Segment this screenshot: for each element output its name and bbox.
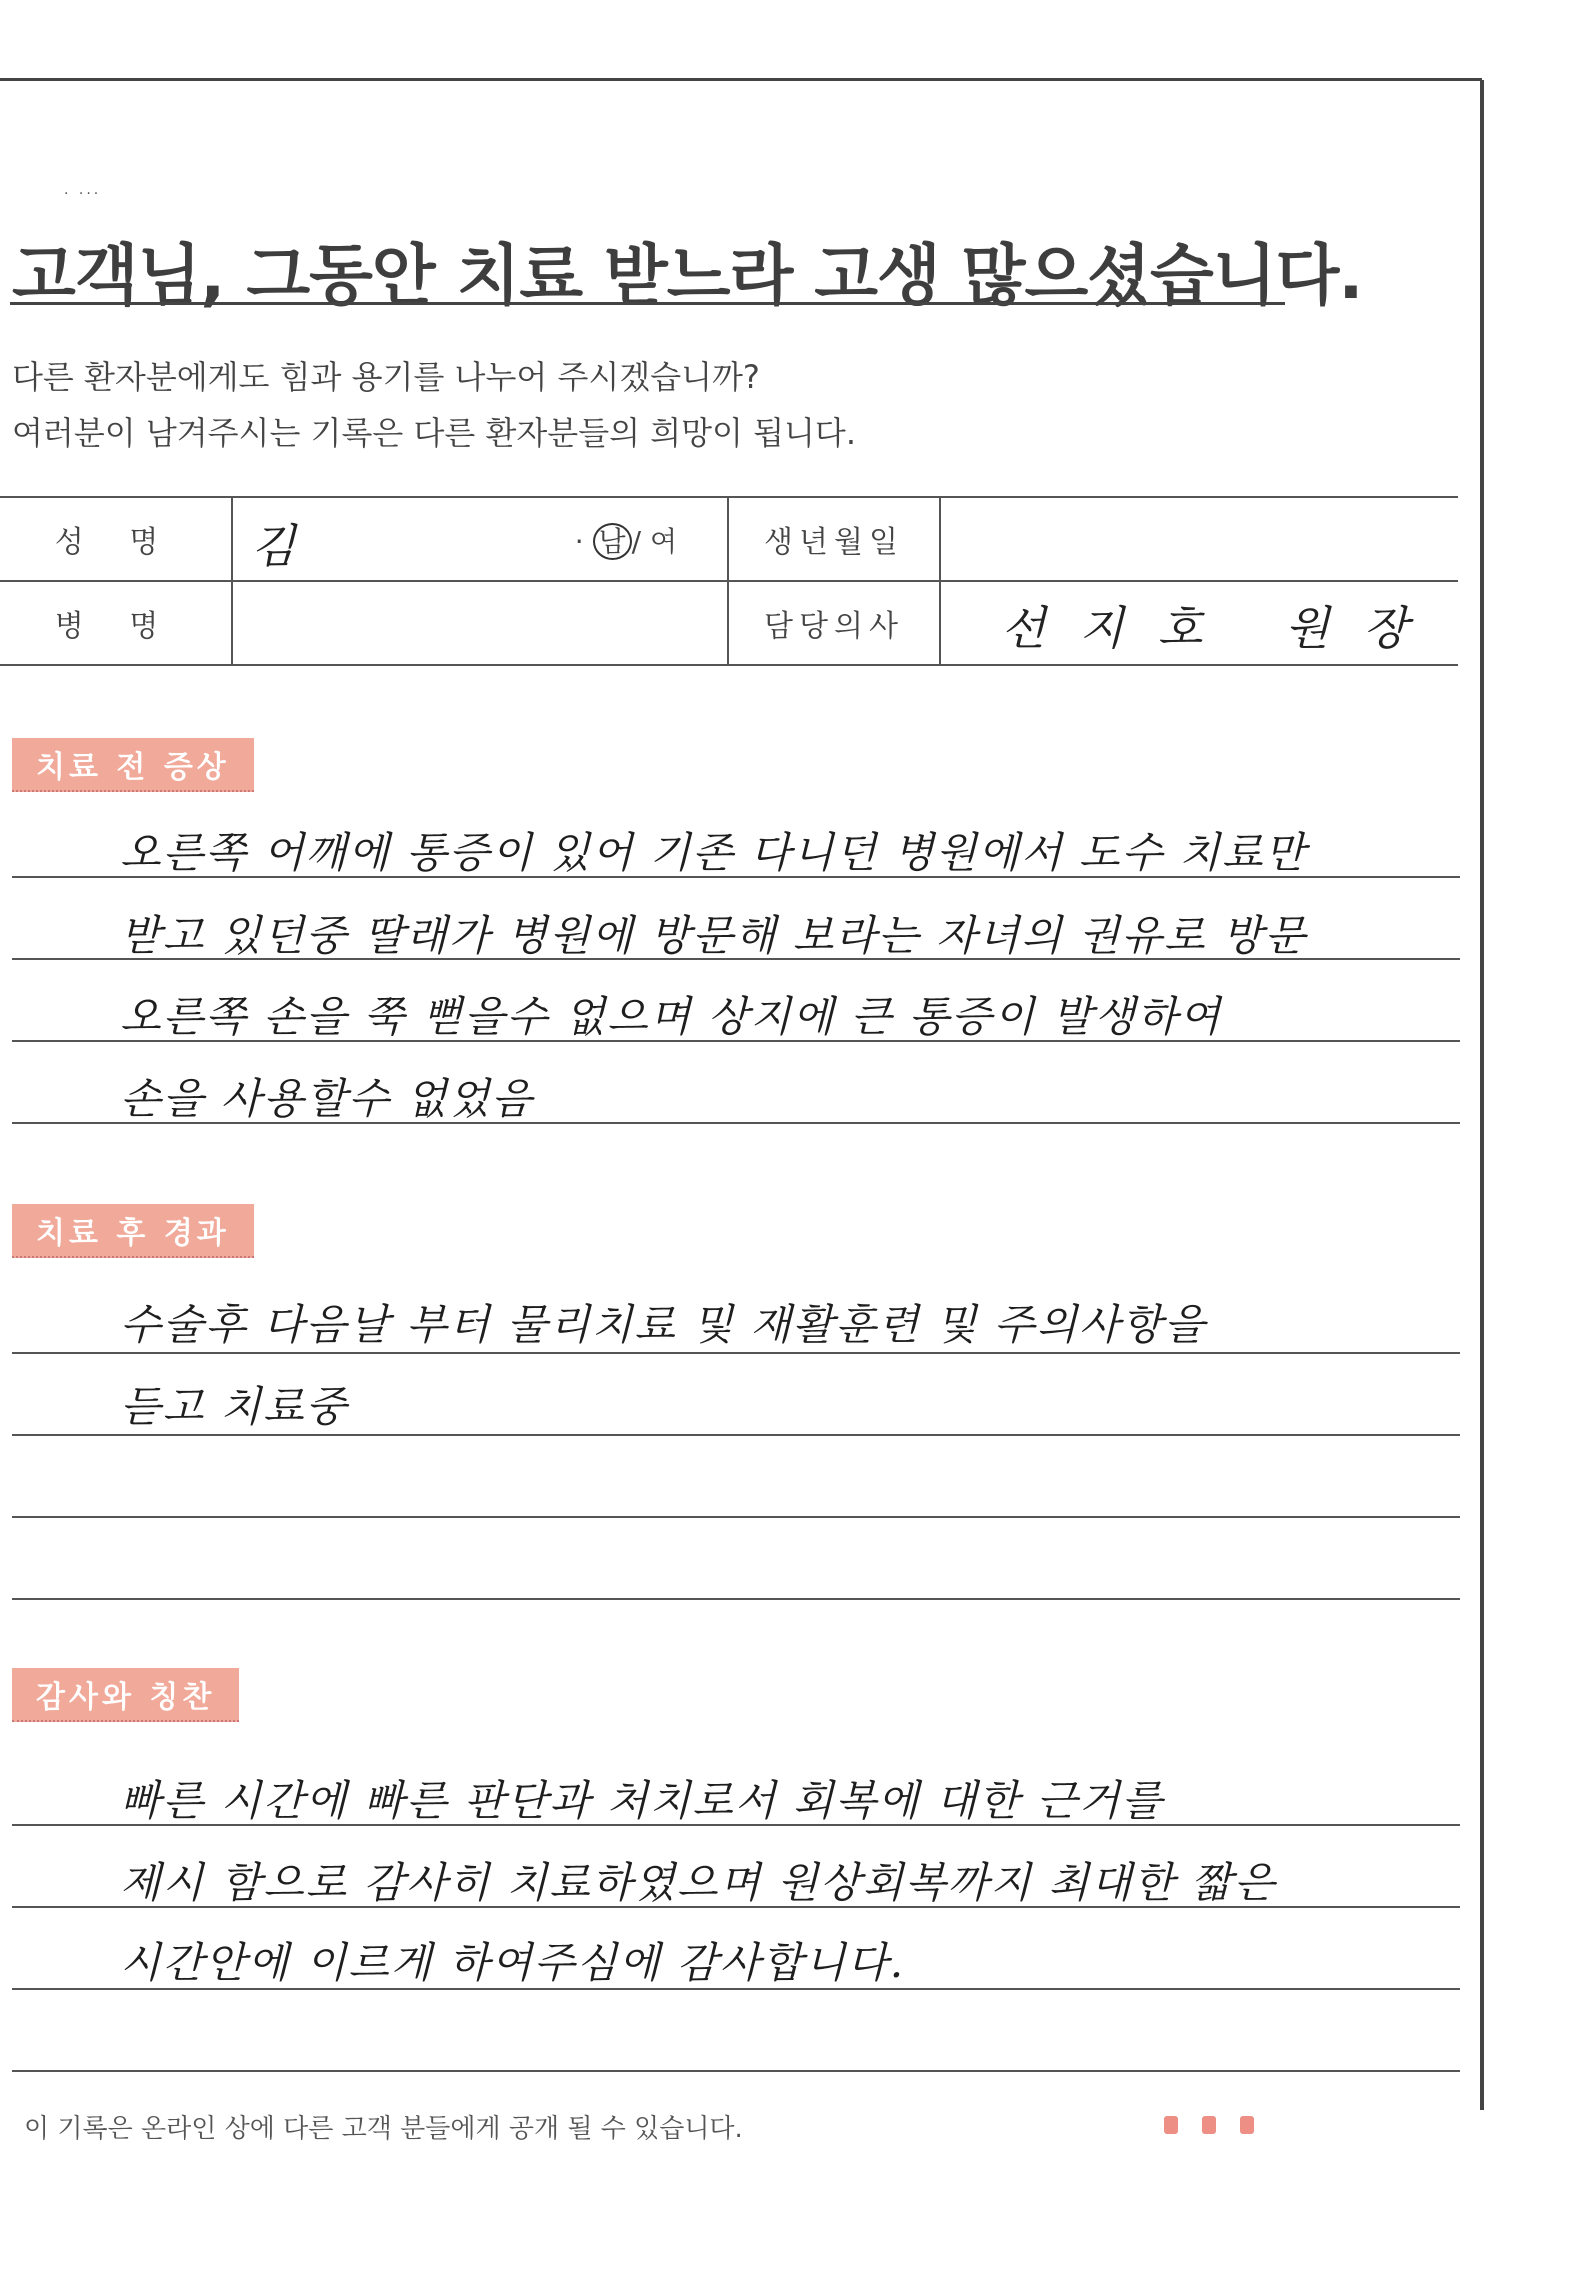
doctor-cell[interactable] [940, 581, 1458, 665]
before-line-2: 받고 있던중 딸래가 병원에 방문해 보라는 자녀의 권유로 방문 [120, 911, 1308, 960]
info-row-1 [0, 497, 1458, 581]
footer-note: 이 기록은 온라인 상에 다른 고객 분들에게 공개 될 수 있습니다. [24, 2114, 743, 2144]
thanks-line-3: 시간안에 이르게 하여주심에 감사합니다. [120, 1938, 906, 1987]
footer-dot [1164, 2116, 1178, 2134]
ruled-line [12, 1352, 1460, 1354]
ruled-line [12, 958, 1460, 960]
thanks-line-1: 빠른 시간에 빠른 판단과 처치로서 회복에 대한 근거를 [120, 1776, 1165, 1825]
ruled-line [12, 1040, 1460, 1042]
before-line-3: 오른쪽 손을 쭉 뻗을수 없으며 상지에 큰 통증이 발생하여 [120, 992, 1222, 1041]
section-tag-after: 치료 후 경과 [12, 1204, 254, 1258]
footer-dots [1164, 2116, 1278, 2138]
section-tag-thanks: 감사와 칭찬 [12, 1668, 239, 1722]
name-value: 김 [251, 519, 296, 573]
birth-label: 생년월일 [728, 497, 940, 581]
doctor-label: 담당의사 [728, 581, 940, 665]
footer-dot [1202, 2116, 1216, 2134]
intro-line-2: 여러분이 남겨주시는 기록은 다른 환자분들의 희망이 됩니다. [12, 414, 857, 452]
page-frame-right [1480, 80, 1484, 2110]
ruled-line [12, 1434, 1460, 1436]
ruled-line [12, 1516, 1460, 1518]
thanks-line-2: 제시 함으로 감사히 치료하였으며 원상회복까지 최대한 짧은 [120, 1858, 1277, 1907]
after-line-2: 듣고 치료중 [120, 1382, 349, 1431]
ruled-line [12, 1906, 1460, 1908]
info-row-2 [0, 581, 1458, 665]
ruled-line [12, 1824, 1460, 1826]
before-line-4: 손을 사용할수 없었음 [120, 1074, 534, 1123]
gender-female[interactable]: 여 [649, 525, 677, 558]
ruled-line [12, 1598, 1460, 1600]
gender-selector[interactable]: · 남 / 여 [574, 525, 677, 558]
ruled-line [12, 1122, 1460, 1124]
before-line-1: 오른쪽 어깨에 통증이 있어 기존 다니던 병원에서 도수 치료만 [120, 828, 1308, 877]
intro-line-1: 다른 환자분에게도 힘과 용기를 나누어 주시겠습니까? [12, 358, 760, 396]
name-label: 성 명 [0, 497, 232, 581]
patient-info-table [0, 496, 1458, 666]
disease-label: 병 명 [0, 581, 232, 665]
ruled-line [12, 876, 1460, 878]
title-underline [10, 302, 1285, 305]
footer-dot [1240, 2116, 1254, 2134]
ruled-line [12, 1988, 1460, 1990]
name-cell[interactable] [232, 497, 728, 581]
ruled-line [12, 2070, 1460, 2072]
birth-value[interactable] [940, 497, 1458, 581]
gender-male-checked[interactable]: 남 [593, 523, 632, 560]
after-line-1: 수술후 다음날 부터 물리치료 및 재활훈련 및 주의사항을 [120, 1300, 1207, 1349]
doctor-value: 선지호 원장 [1001, 601, 1442, 655]
page-frame-top [0, 78, 1482, 81]
disease-value[interactable] [232, 581, 728, 665]
section-tag-before: 치료 전 증상 [12, 738, 254, 792]
scan-dots: · ··· [64, 186, 102, 202]
page-title: 고객님, 그동안 치료 받느라 고생 많으셨습니다. [12, 237, 1363, 314]
